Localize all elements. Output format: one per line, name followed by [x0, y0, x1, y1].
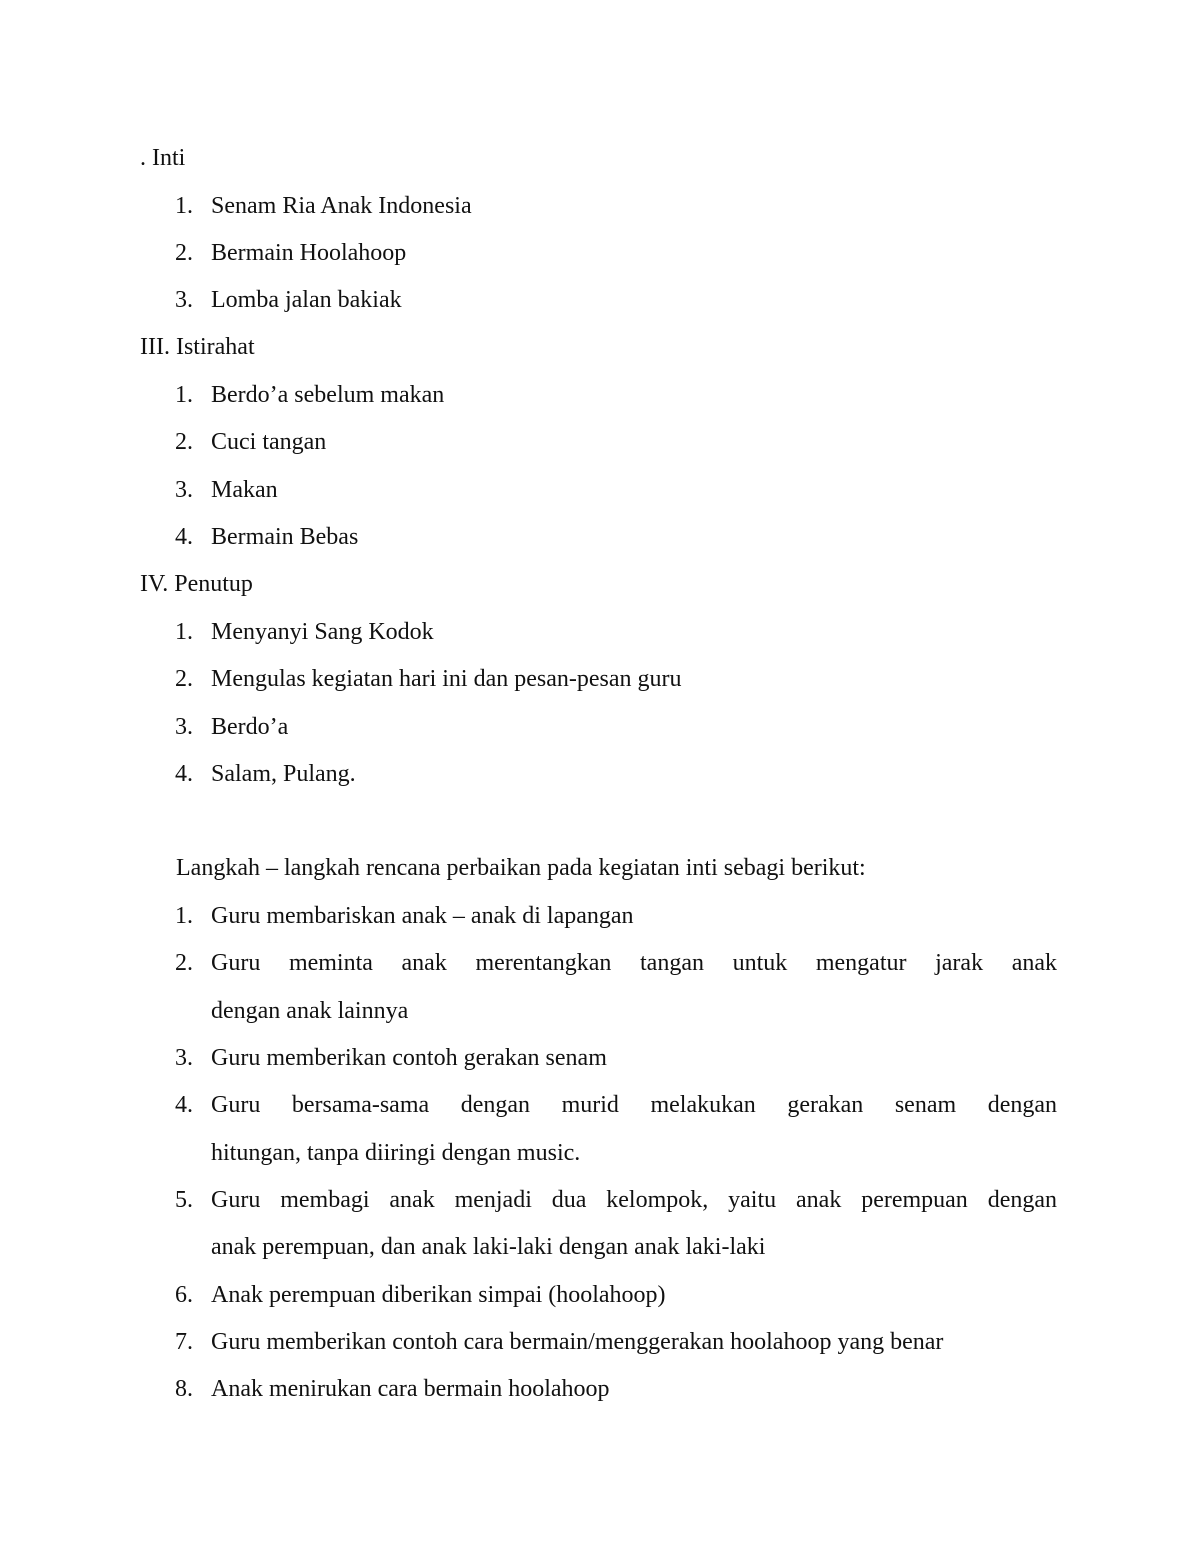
- list-item: Guru meminta anak merentangkan tangan untuk mengatur jarak anak: [211, 950, 1057, 976]
- list-item: Guru membariskan anak – anak di lapangan: [211, 903, 634, 929]
- list-number: 3.: [175, 287, 193, 313]
- list-item: Berdo’a: [211, 714, 289, 740]
- list-number: 3.: [175, 477, 193, 503]
- list-item: Bermain Bebas: [211, 524, 359, 550]
- list-number: 1.: [175, 193, 193, 219]
- list-number: 3.: [175, 1045, 193, 1071]
- list-number: 6.: [175, 1282, 193, 1308]
- list-item: Bermain Hoolahoop: [211, 240, 407, 266]
- list-number: 3.: [175, 714, 193, 740]
- list-item: Cuci tangan: [211, 429, 327, 455]
- section-heading-penutup: IV. Penutup: [140, 571, 253, 597]
- list-number: 5.: [175, 1187, 193, 1213]
- list-item: Menyanyi Sang Kodok: [211, 619, 434, 645]
- list-number: 2.: [175, 429, 193, 455]
- list-item: Guru memberikan contoh cara bermain/menggerakan hoolahoop yang benar: [211, 1329, 944, 1355]
- list-number: 7.: [175, 1329, 193, 1355]
- list-item: Senam Ria Anak Indonesia: [211, 193, 472, 219]
- list-number: 4.: [175, 1092, 193, 1118]
- list-number: 2.: [175, 950, 193, 976]
- list-number: 1.: [175, 382, 193, 408]
- list-item-continuation: dengan anak lainnya: [211, 998, 409, 1024]
- list-item-continuation: anak perempuan, dan anak laki-laki dengan anak laki-laki: [211, 1234, 766, 1260]
- list-number: 4.: [175, 524, 193, 550]
- list-number: 2.: [175, 666, 193, 692]
- list-item: Anak menirukan cara bermain hoolahoop: [211, 1376, 610, 1402]
- list-number: 2.: [175, 240, 193, 266]
- list-number: 4.: [175, 761, 193, 787]
- section-heading-inti: . Inti: [140, 145, 186, 171]
- list-item-continuation: hitungan, tanpa diiringi dengan music.: [211, 1140, 581, 1166]
- list-number: 1.: [175, 619, 193, 645]
- list-item: Guru memberikan contoh gerakan senam: [211, 1045, 607, 1071]
- list-item: Berdo’a sebelum makan: [211, 382, 445, 408]
- list-item: Makan: [211, 477, 278, 503]
- list-item: Lomba jalan bakiak: [211, 287, 402, 313]
- langkah-intro: Langkah – langkah rencana perbaikan pada kegiatan inti sebagi berikut:: [176, 855, 866, 881]
- list-item: Mengulas kegiatan hari ini dan pesan-pesan guru: [211, 666, 682, 692]
- list-item: Anak perempuan diberikan simpai (hoolahoop): [211, 1282, 666, 1308]
- list-number: 1.: [175, 903, 193, 929]
- list-item: Salam, Pulang.: [211, 761, 356, 787]
- section-heading-istirahat: III. Istirahat: [140, 334, 255, 360]
- list-number: 8.: [175, 1376, 193, 1402]
- list-item: Guru bersama-sama dengan murid melakukan gerakan senam dengan: [211, 1092, 1057, 1118]
- list-item: Guru membagi anak menjadi dua kelompok, yaitu anak perempuan dengan: [211, 1187, 1057, 1213]
